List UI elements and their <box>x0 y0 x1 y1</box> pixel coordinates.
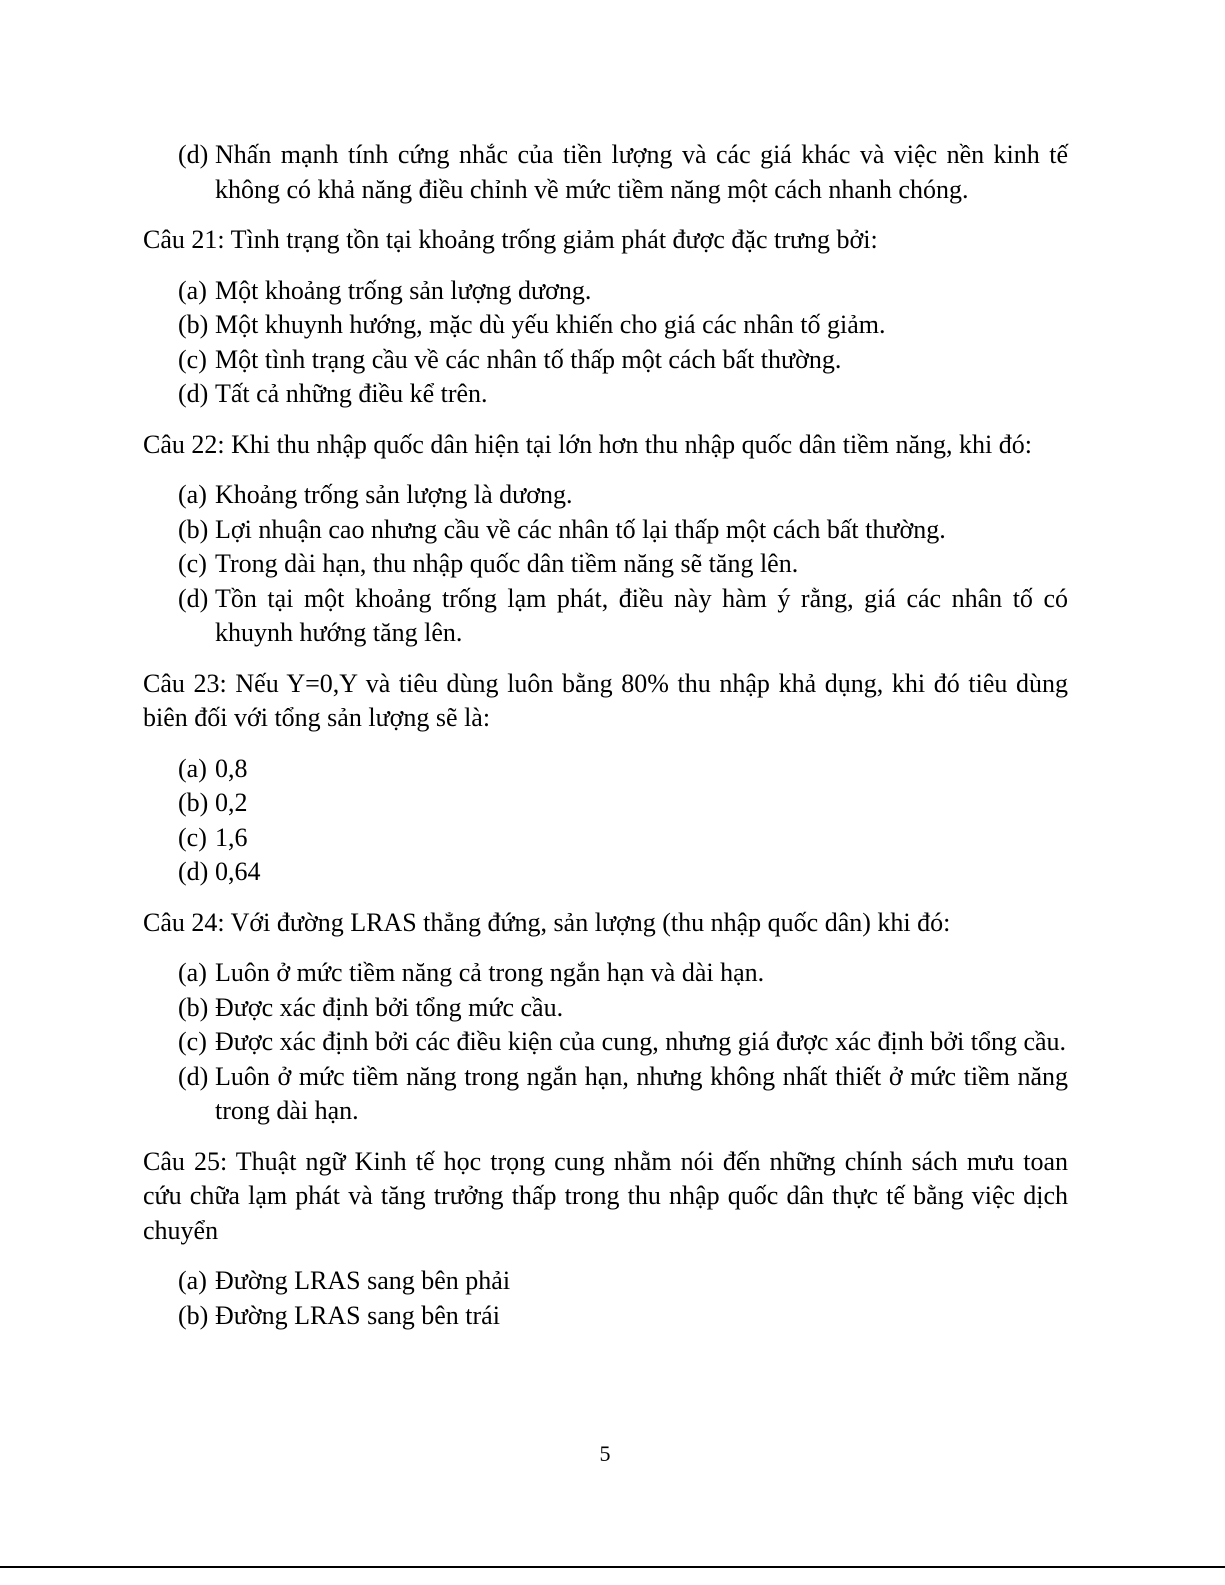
option-text: Trong dài hạn, thu nhập quốc dân tiềm năng sẽ tăng lên. <box>215 549 799 578</box>
option-letter: (c) <box>178 822 207 852</box>
option-letter: (c) <box>178 1027 207 1056</box>
option-letter: (b) <box>178 310 209 339</box>
option-text: 0,2 <box>215 788 248 817</box>
option-item <box>143 513 1068 548</box>
option-text: Được xác định bởi các điều kiện của cung, nhưng giá được xác định bởi tổng cầu. <box>215 1027 1067 1056</box>
option-item <box>143 377 1068 412</box>
option-letter: (b) <box>178 992 209 1022</box>
question-25-options <box>143 1264 1068 1333</box>
option-item <box>143 1299 1068 1334</box>
option-text: Một tình trạng cầu về các nhân tố thấp một cách bất thường. <box>215 344 842 374</box>
continued-options <box>143 138 1068 207</box>
option-item <box>143 752 1068 787</box>
page-content <box>143 138 1068 1349</box>
option-text: Tồn tại một khoảng trống lạm phát, điều này hàm ý rằng, giá các nhân tố có khuynh hướng tăng lên. <box>215 583 1068 647</box>
question-24: Câu 24: Với đường LRAS thẳng đứng, sản lượng (thu nhập quốc dân) khi đó: <box>143 907 951 937</box>
option-item <box>143 582 1068 651</box>
option-item <box>143 343 1068 378</box>
question-21: Câu 21: Tình trạng tồn tại khoảng trống giảm phát được đặc trưng bởi: <box>143 225 878 254</box>
option-letter: (c) <box>178 549 207 578</box>
option-text: 1,6 <box>215 822 248 852</box>
option-text: Luôn ở mức tiềm năng cả trong ngắn hạn và dài hạn. <box>215 958 765 987</box>
question-21-options <box>143 274 1068 412</box>
option-letter: (d) <box>178 379 209 408</box>
option-letter: (b) <box>178 514 209 544</box>
option-letter: (a) <box>178 753 207 783</box>
option-letter: (a) <box>178 480 207 509</box>
option-text: Được xác định bởi tổng mức cầu. <box>215 992 564 1022</box>
option-text: Khoảng trống sản lượng là dương. <box>215 480 573 509</box>
page-number: 5 <box>599 1441 611 1466</box>
option-item <box>143 821 1068 856</box>
option-text: 0,8 <box>215 753 248 783</box>
option-item <box>143 855 1068 890</box>
question-22-options <box>143 478 1068 651</box>
question-22: Câu 22: Khi thu nhập quốc dân hiện tại lớn hơn thu nhập quốc dân tiềm năng, khi đó: <box>143 429 1032 459</box>
page-bottom-divider <box>0 1566 1225 1568</box>
option-item <box>143 547 1068 582</box>
option-item <box>143 786 1068 821</box>
option-text: Đường LRAS sang bên phải <box>215 1266 511 1295</box>
option-text: Lợi nhuận cao nhưng cầu về các nhân tố lại thấp một cách bất thường. <box>215 514 946 544</box>
option-letter: (a) <box>178 958 207 987</box>
option-text: 0,64 <box>215 857 261 886</box>
option-letter: (a) <box>178 275 207 305</box>
option-text: Một khuynh hướng, mặc dù yếu khiến cho giá các nhân tố giảm. <box>215 310 886 339</box>
option-text: Luôn ở mức tiềm năng trong ngắn hạn, nhưng không nhất thiết ở mức tiềm năng trong dài hạn. <box>215 1061 1068 1125</box>
option-item <box>143 308 1068 343</box>
question-23: Câu 23: Nếu Y=0,Y và tiêu dùng luôn bằng 80% thu nhập khả dụng, khi đó tiêu dùng biên đối với tổng sản lượng sẽ là: <box>143 668 1068 732</box>
option-letter: (d) <box>178 857 209 886</box>
question-23-options <box>143 752 1068 890</box>
option-letter: (b) <box>178 1300 209 1330</box>
option-text: Một khoảng trống sản lượng dương. <box>215 275 592 305</box>
option-item <box>143 1264 1068 1299</box>
option-item <box>143 1025 1068 1060</box>
option-letter: (a) <box>178 1266 207 1295</box>
option-letter: (d) <box>178 583 209 613</box>
option-item <box>143 991 1068 1026</box>
option-text: Nhấn mạnh tính cứng nhắc của tiền lượng và các giá khác và việc nền kinh tế không có khả năng điều chỉnh về mức tiềm năng một cách nhanh chóng. <box>215 140 1068 204</box>
option-letter: (d) <box>178 1061 209 1091</box>
option-letter: (d) <box>178 140 209 169</box>
option-text: Đường LRAS sang bên trái <box>215 1300 500 1330</box>
option-item <box>143 274 1068 309</box>
question-25: Câu 25: Thuật ngữ Kinh tế học trọng cung nhằm nói đến những chính sách mưu toan cứu chữa lạm phát và tăng trưởng thấp trong thu nhập quốc dân thực tế bằng việc dịch chuyển <box>143 1146 1068 1245</box>
option-item <box>143 138 1068 207</box>
option-item <box>143 956 1068 991</box>
option-item <box>143 1060 1068 1129</box>
option-text: Tất cả những điều kể trên. <box>215 379 488 408</box>
option-item <box>143 478 1068 513</box>
question-24-options <box>143 956 1068 1129</box>
option-letter: (b) <box>178 788 209 817</box>
option-letter: (c) <box>178 344 207 374</box>
